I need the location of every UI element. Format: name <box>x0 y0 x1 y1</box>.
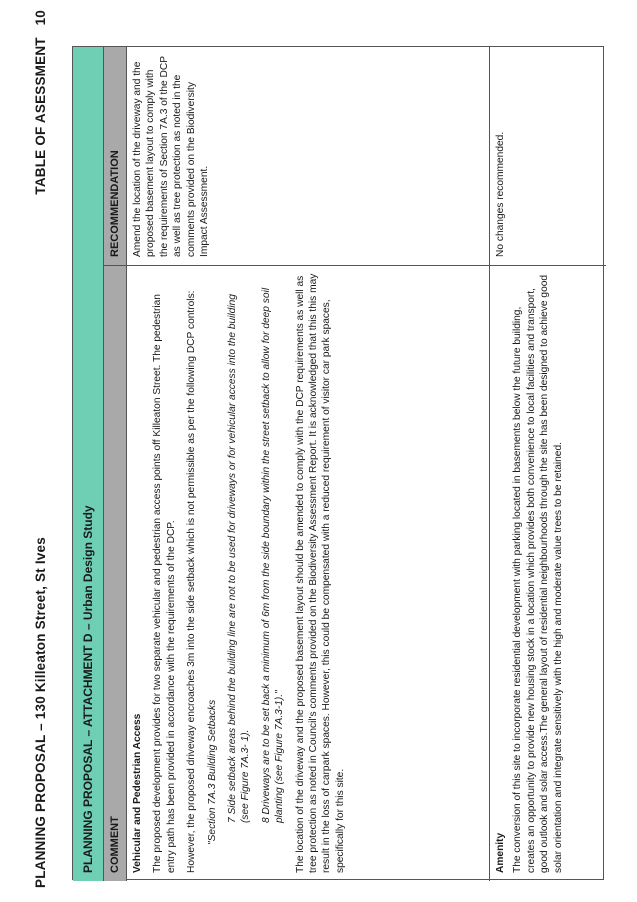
section-heading: Amenity <box>495 832 506 873</box>
table-row <box>490 47 606 881</box>
table-title: PLANNING PROPOSAL – ATTACHMENT D – Urban Design Study <box>73 47 104 881</box>
assessment-table <box>73 47 605 881</box>
comment-paragraph: However, the proposed driveway encroaches 3m into the side setback which is not permissible as per the following DCP controls: <box>186 290 198 873</box>
section-heading: Vehicular and Pedestrian Access <box>132 713 143 873</box>
column-header-comment: COMMENT <box>104 265 126 881</box>
comment-cell <box>127 265 489 881</box>
comment-paragraph: The proposed development provides for two separate vehicular and pedestrian access points off Killeaton Street. The pedestrian entry path has been provided in accordance with the requirements of the DCP. <box>152 294 177 873</box>
comment-paragraph: The location of the driveway and the proposed basement layout should be amended to comply with the DCP requirements as well as tree protection as noted in Council's comments provided on the Biodiversity Assessment Report. It is acknowledged that this this may result in the loss of carpark spaces. However, this could be compensated with a reduced requirement of visitor car park spaces, specifically for this site. <box>294 273 346 873</box>
recommendation-cell: No changes recommended. <box>495 131 506 257</box>
comment-cell <box>490 265 606 881</box>
assessment-table-frame <box>72 46 604 880</box>
header-title: PLANNING PROPOSAL – 130 Killeaton Street, St Ives <box>32 537 48 888</box>
page-header <box>20 10 60 888</box>
comment-paragraph: The conversion of this site to incorporate residential development with parking located in basements below the future building, creates an opportunity to provide new housing stock in a location which provides both convenience to local facilities and transport, good outlook and solar access.The general layout of residential neighbourhoods through the site has been designed to achieve good solar orientation and integrate sensitively with the high and moderate value trees to be retained. <box>512 274 564 873</box>
quote-clause: 7 Side setback areas behind the building line are not to be used for driveways or for vehicular access into the building (see Figure 7A.3- 1). <box>227 294 252 823</box>
table-header-row <box>104 47 127 881</box>
quote-title: "Section 7A.3 Building Setbacks <box>206 699 218 845</box>
recommendation-cell: Amend the location of the driveway and the proposed basement layout to comply with the requirements of Section 7A.3 of the DCP as well as tree protection as noted in the comments provided on the Biodiversity Impact Assessment. <box>132 56 211 257</box>
table-row <box>127 47 490 881</box>
quote-clause: 8 Driveways are to be set back a minimum of 6m from the side boundary within the street setback to allow for deep soil planting (see Figure 7A.3-1)." <box>260 287 286 823</box>
column-header-recommendation: RECOMMENDATION <box>109 150 121 257</box>
header-page-label: TABLE OF ASESSMENT 10 <box>32 10 48 195</box>
